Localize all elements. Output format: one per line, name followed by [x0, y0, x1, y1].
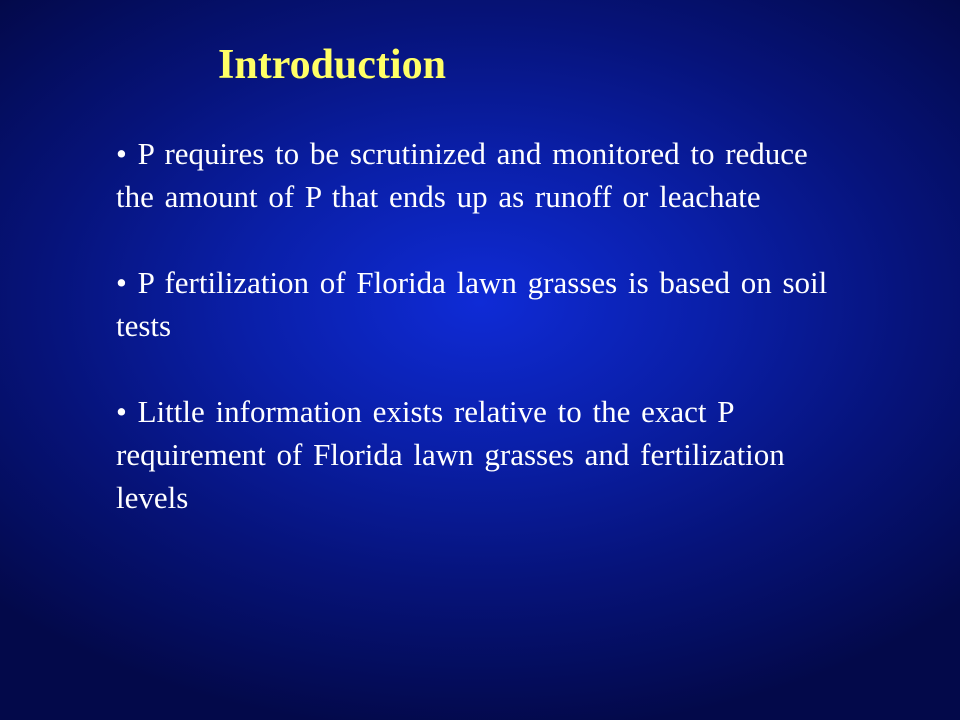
bullet-item-2	[116, 261, 846, 347]
bullet-marker: •	[116, 394, 127, 429]
bullet-marker: •	[116, 265, 127, 300]
slide-title: Introduction	[218, 42, 446, 88]
bullet-text-2: P fertilization of Florida lawn grasses is based on soil tests	[116, 265, 828, 343]
bullet-marker: •	[116, 136, 127, 171]
bullet-item-1	[116, 132, 846, 218]
bullet-list	[116, 132, 846, 519]
bullet-text-1: P requires to be scrutinized and monitored to reduce the amount of P that ends up as runoff or leachate	[116, 136, 808, 214]
bullet-text-3: Little information exists relative to the exact P requirement of Florida lawn grasses and fertilization levels	[116, 394, 785, 515]
bullet-item-3	[116, 390, 846, 519]
